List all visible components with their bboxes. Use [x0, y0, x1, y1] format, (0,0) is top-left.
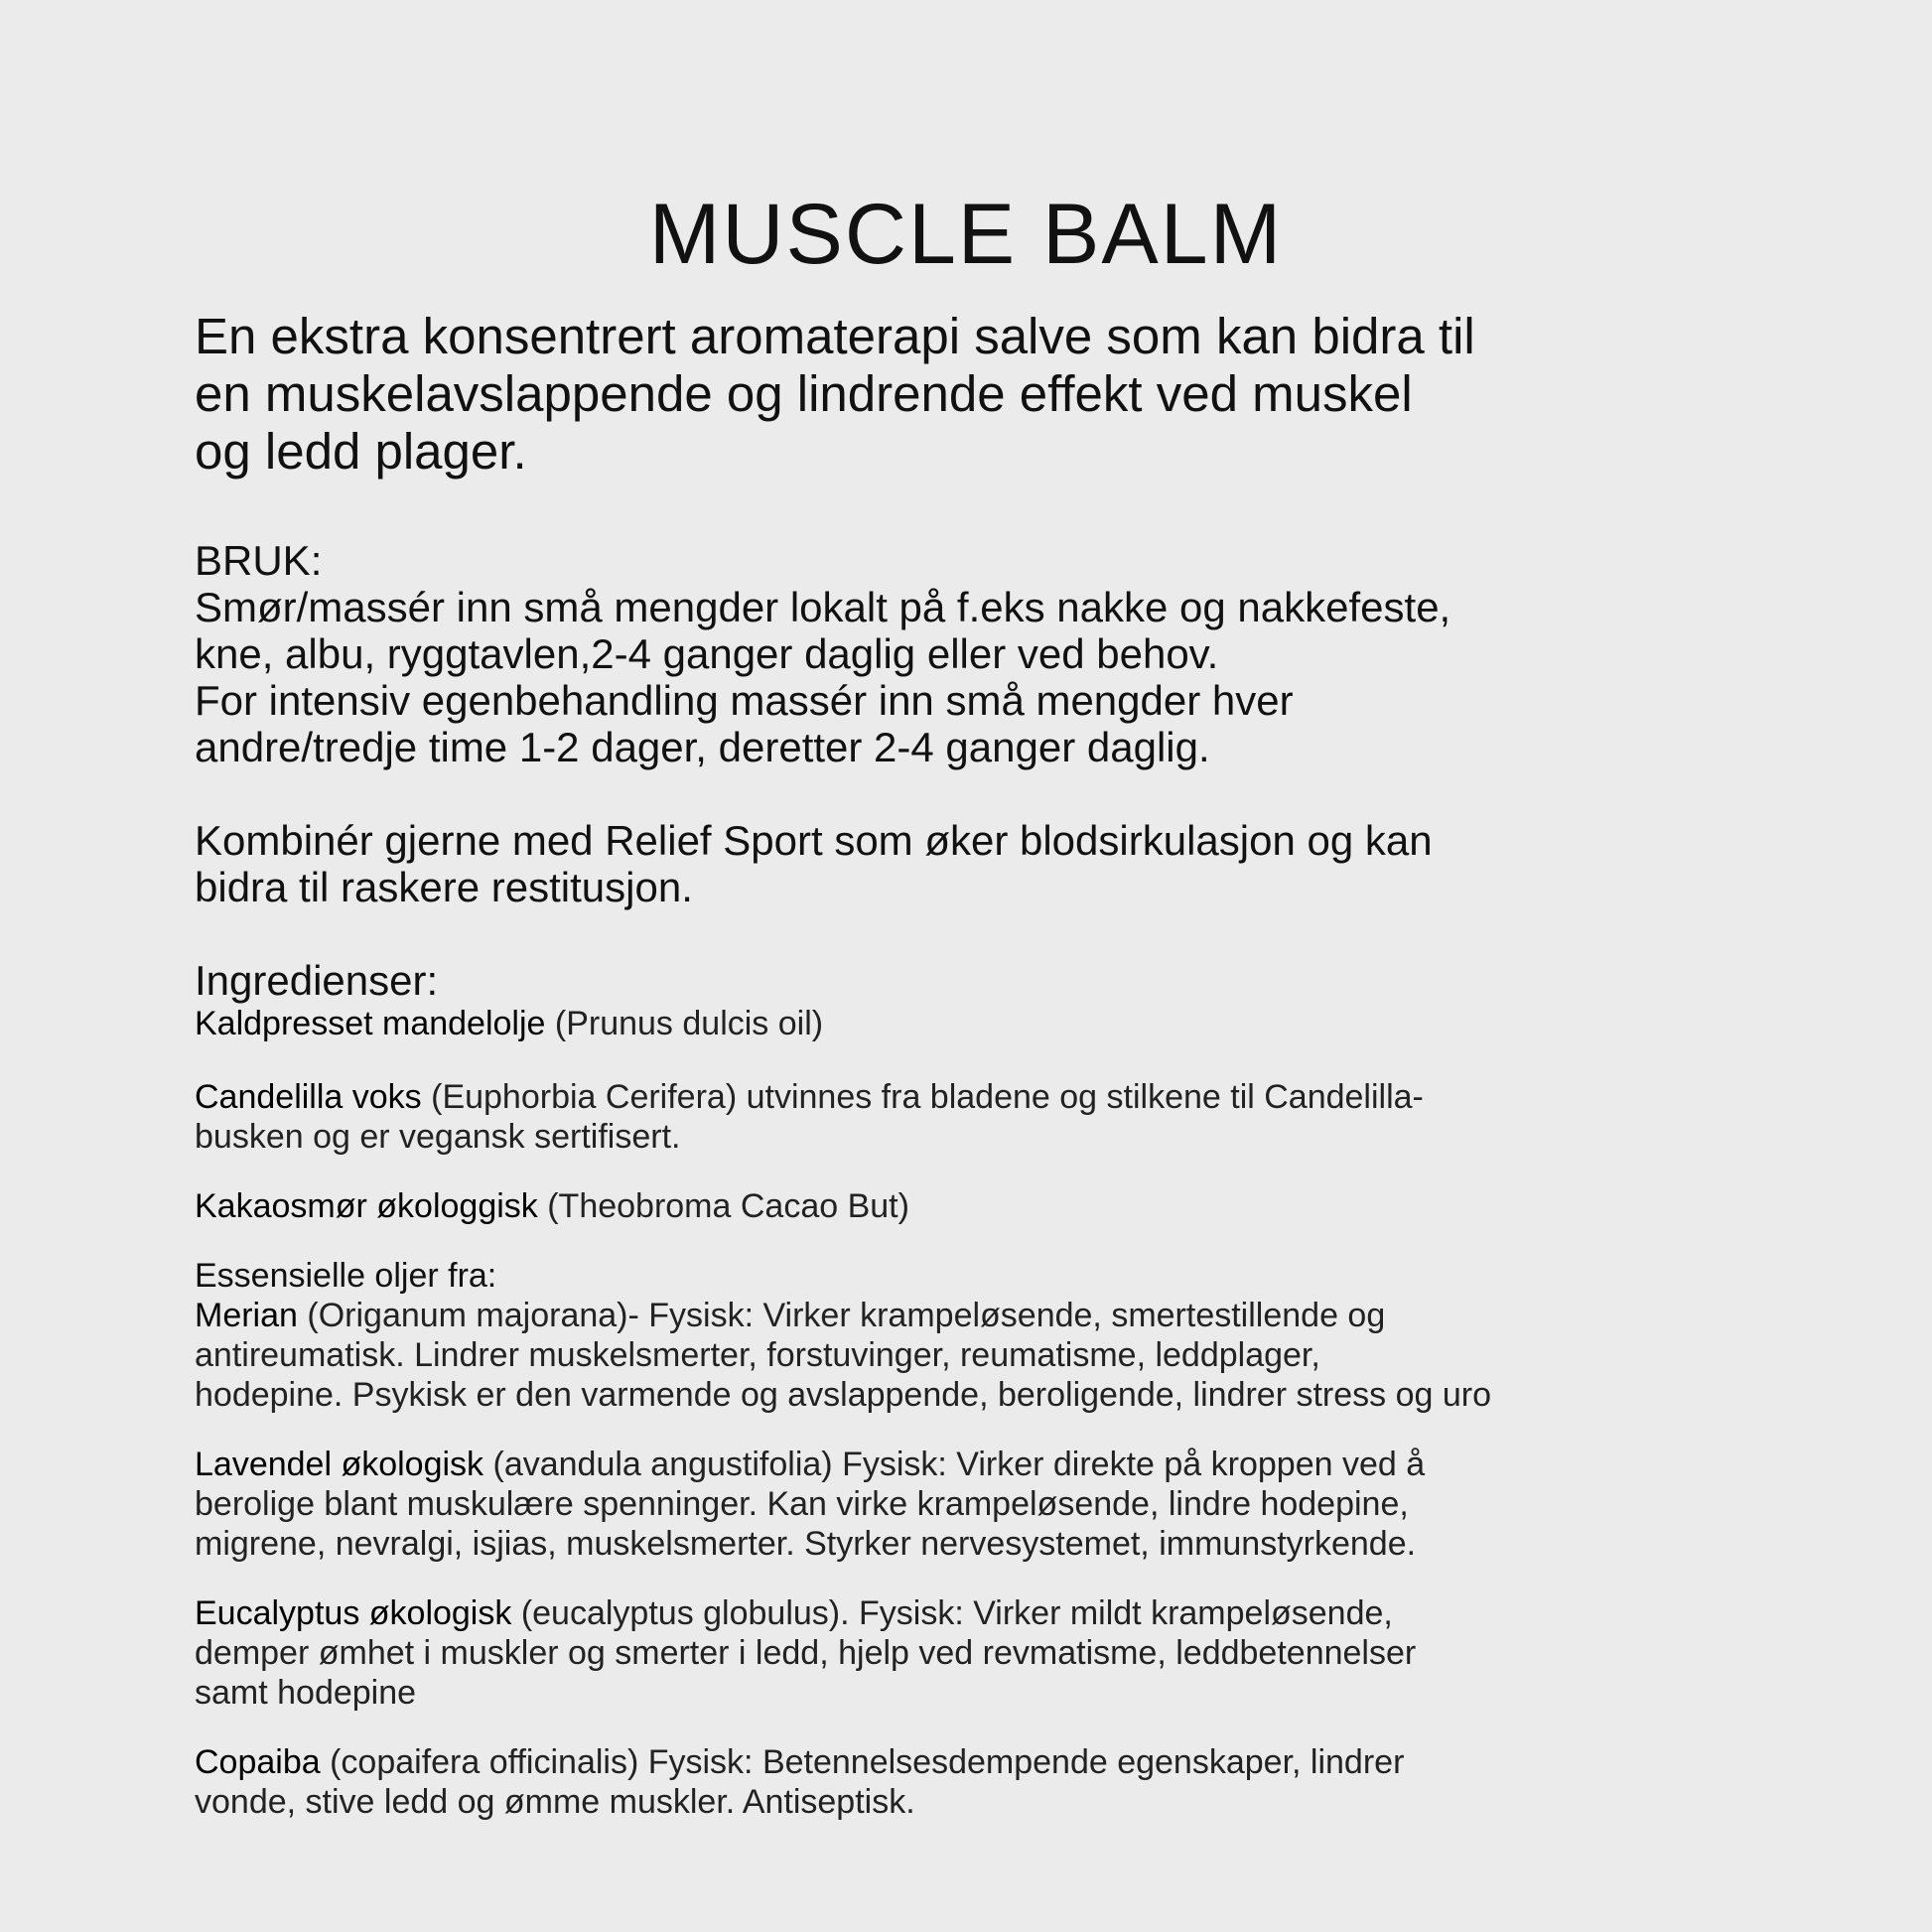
page-title: MUSCLE BALM: [648, 187, 1284, 282]
essential-oil-item: [195, 1742, 1743, 1822]
ingredient-name: Kakaosmør økologgisk: [195, 1187, 538, 1225]
essential-oil-item: [195, 1593, 1743, 1713]
ingredient-description: (eucalyptus globulus). Fysisk: Virker mildt krampeløsende, demper ømhet i muskler og smerter i ledd, hjelp ved revmatisme, leddbetennelser samt hodepine: [195, 1594, 1417, 1712]
ingredient-name: Eucalyptus økologisk: [195, 1594, 512, 1632]
content-column: [195, 308, 1743, 1852]
intro-paragraph: En ekstra konsentrert aromaterapi salve som kan bidra til en muskelavslappende og lindrende effekt ved muskel og ledd plager.: [195, 308, 1475, 480]
ingredient-description: (Theobroma Cacao But): [537, 1187, 909, 1225]
ingredient-description: (Origanum majorana)- Fysisk: Virker krampeløsende, smertestillende og antireumatisk. Lindrer muskelsmerter, forstuvinger, reumatisme, leddplager, hodepine. Psykisk er den varmende og avslappende, beroligende, lindrer stress og uro: [195, 1297, 1492, 1414]
ingredient-item: [195, 1004, 1743, 1043]
usage-heading: BRUK:: [195, 537, 323, 584]
essential-oils-heading: Essensielle oljer fra:: [195, 1257, 497, 1295]
usage-text: Smør/massér inn små mengder lokalt på f.eks nakke og nakkefeste, kne, albu, ryggtavlen,2-4 ganger daglig eller ved behov. For intensiv egenbehandling massér inn små mengder hver andre/tredje time 1-2 dager, deretter 2-4 ganger daglig.: [195, 584, 1451, 770]
ingredient-name: Candelilla voks: [195, 1078, 422, 1116]
ingredient-name: Copaiba: [195, 1743, 321, 1781]
ingredients-list: [195, 1004, 1743, 1822]
ingredients-heading: Ingredienser:: [195, 957, 439, 1004]
ingredient-name: Lavendel økologisk: [195, 1446, 484, 1483]
ingredient-item: [195, 1077, 1743, 1157]
ingredient-name: Merian: [195, 1297, 298, 1334]
ingredient-item: [195, 1186, 1743, 1226]
ingredient-description: (Euphorbia Cerifera) utvinnes fra bladene og stilkene til Candelilla- busken og er vegansk sertifisert.: [195, 1078, 1424, 1156]
ingredient-description: (avandula angustifolia) Fysisk: Virker direkte på kroppen ved å berolige blant muskulære spenninger. Kan virke krampeløsende, lindre hodepine, migrene, nevralgi, isjias, muskelsmerter. Styrker nervesystemet, immunstyrkende.: [195, 1446, 1426, 1563]
ingredient-name: Kaldpresset mandelolje: [195, 1005, 546, 1042]
combine-paragraph: Kombinér gjerne med Relief Sport som øker blodsirkulasjon og kan bidra til raskere restitusjon.: [195, 817, 1433, 910]
ingredient-description: (Prunus dulcis oil): [545, 1005, 824, 1042]
essential-oil-item: [195, 1296, 1743, 1415]
essential-oil-item: [195, 1445, 1743, 1564]
ingredient-description: (copaifera officinalis) Fysisk: Betennelsesdempende egenskaper, lindrer vonde, stive ledd og ømme muskler. Antiseptisk.: [195, 1743, 1405, 1821]
usage-section: [195, 537, 1743, 770]
